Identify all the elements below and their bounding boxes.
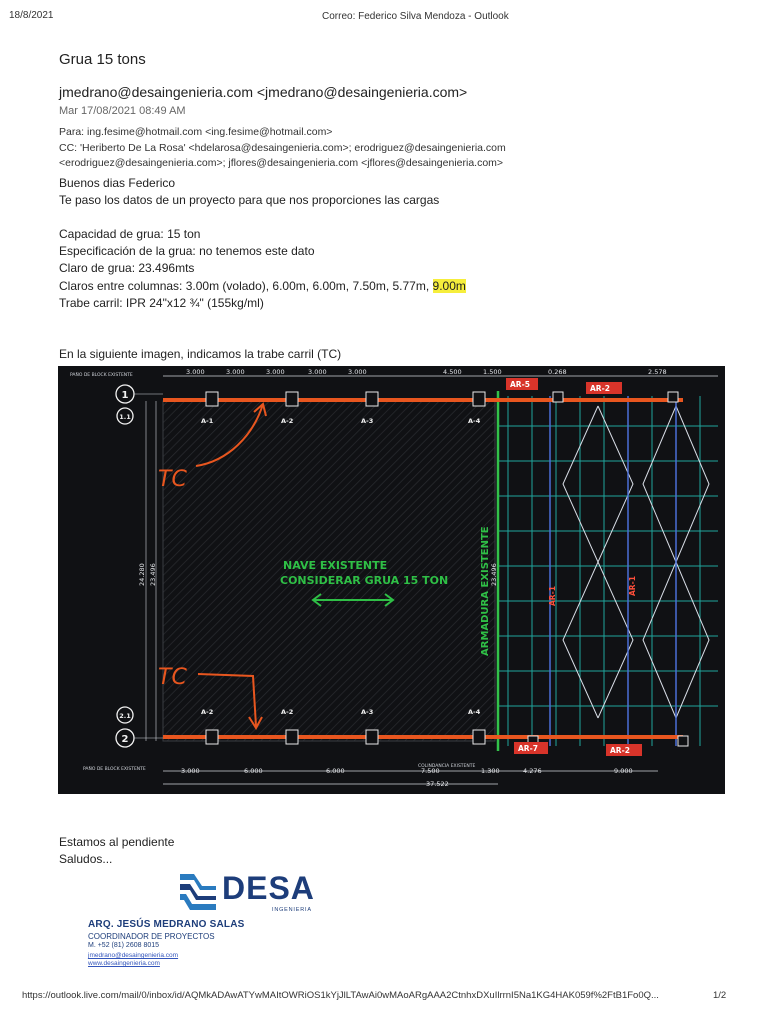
bottom-dim: 3.000 <box>181 767 200 775</box>
image-caption: En la siguiente imagen, indicamos la trabe carril (TC) <box>59 347 342 361</box>
bottom-dim: 6.000 <box>244 767 263 775</box>
desa-logo-icon <box>178 872 218 912</box>
signature-name: ARQ. JESÚS MEDRANO SALAS <box>88 919 245 930</box>
block-label-top: PAÑO DE BLOCK EXISTENTE <box>70 373 133 378</box>
print-title: Correo: Federico Silva Mendoza - Outlook <box>322 11 509 22</box>
columns-line <box>59 278 466 295</box>
col-label: A-3 <box>361 708 374 716</box>
crane-rail-top <box>163 398 683 402</box>
ar-label: AR-1 <box>548 586 557 606</box>
regards-line: Saludos... <box>59 852 113 866</box>
greeting: Buenos dias Federico <box>59 176 176 190</box>
brand-sub: INGENIERIA <box>272 907 312 913</box>
signature-web[interactable]: www.desaingenieria.com <box>88 960 160 967</box>
col-label: A-4 <box>468 708 481 716</box>
cc-row <box>59 141 506 155</box>
bottom-dim: 7.500 <box>421 767 440 775</box>
col-label: A-2 <box>281 417 294 425</box>
left-dim-total: 24.280 <box>138 563 146 586</box>
nave-label: NAVE EXISTENTE <box>283 559 388 572</box>
ar-label: AR-1 <box>628 576 637 596</box>
top-dim: 3.000 <box>266 368 285 376</box>
colindancia-label: COLINDANCIA EXISTENTE <box>418 764 476 769</box>
bottom-dimensions <box>181 767 633 788</box>
brand-name: DESA <box>222 870 315 906</box>
print-page-number: 1/2 <box>713 990 727 1001</box>
block-label-bottom: PAÑO DE BLOCK EXISTENTE <box>83 767 146 772</box>
top-dim: 3.000 <box>226 368 245 376</box>
bottom-total: 37.522 <box>426 780 449 788</box>
top-dim: 4.500 <box>443 368 462 376</box>
tc-label-bottom: TC <box>158 665 187 690</box>
ar-label: AR-2 <box>590 384 610 393</box>
bottom-dim: 9.000 <box>614 767 633 775</box>
spec-line: Especificación de la grua: no tenemos este dato <box>59 244 315 258</box>
signature-email[interactable]: jmedrano@desaingenieria.com <box>88 952 179 959</box>
grid-bubble-1-1: 1.1 <box>119 413 131 421</box>
grid-bubble-2: 2 <box>121 734 129 745</box>
print-url: https://outlook.live.com/mail/0/inbox/id/AQMkADAwATYwMAItOWRiOS1kYjJlLTAwAi0wMAoARgAAA2CtnhxDXuIlrrnI5Na1KG4HAK059f%2FtB1Fo0Q... <box>22 990 659 1001</box>
rail-line: Trabe carril: IPR 24"x12 ¾" (155kg/ml) <box>59 296 264 310</box>
crane-plan-drawing <box>58 366 725 794</box>
plan-svg <box>58 366 725 794</box>
top-dim: 1.500 <box>483 368 502 376</box>
col-label: A-4 <box>468 417 481 425</box>
cc-recipients-line2[interactable]: <erodriguez@desaingenieria.com>; jflores@desaingenieria.com <jflores@desaingenieria.com> <box>59 157 504 169</box>
tc-label-top: TC <box>158 467 187 492</box>
col-label: A-2 <box>201 708 214 716</box>
email-date: Mar 17/08/2021 08:49 AM <box>59 105 186 117</box>
cc-label: CC: <box>59 142 78 154</box>
columns-text: Claros entre columnas: 3.00m (volado), 6.00m, 6.00m, 7.50m, 5.77m, <box>59 279 430 293</box>
col-label: A-3 <box>361 417 374 425</box>
right-dim-span: 23.496 <box>490 563 498 586</box>
top-dim: 2.578 <box>648 368 667 376</box>
top-dim: 0.268 <box>548 368 567 376</box>
bottom-dim: 6.000 <box>326 767 345 775</box>
top-dim: 3.000 <box>348 368 367 376</box>
col-label: A-1 <box>201 417 214 425</box>
left-dim-span: 23.496 <box>149 563 157 586</box>
to-label: Para: <box>59 126 85 138</box>
signature-phone: M. +52 (81) 2608 8015 <box>88 942 160 949</box>
top-dim: 3.000 <box>308 368 327 376</box>
capacity-line: Capacidad de grua: 15 ton <box>59 227 201 241</box>
crane-rail-bottom <box>163 735 683 739</box>
top-dim: 3.000 <box>186 368 205 376</box>
ar-label: AR-2 <box>610 746 630 755</box>
crane-label: CONSIDERAR GRUA 15 TON <box>280 574 449 587</box>
print-date: 18/8/2021 <box>9 10 54 21</box>
email-subject: Grua 15 tons <box>59 51 146 68</box>
bottom-dim: 1.300 <box>481 767 500 775</box>
grid-bubble-1: 1 <box>121 390 129 401</box>
grid-bubble-2-1: 2.1 <box>119 712 131 720</box>
cc-recipients-line1[interactable]: 'Heriberto De La Rosa' <hdelarosa@desaingenieria.com>; erodriguez@desaingenieria.com <box>80 142 506 154</box>
span-line: Claro de grua: 23.496mts <box>59 261 195 275</box>
pending-line: Estamos al pendiente <box>59 835 175 849</box>
existing-truss-grid <box>498 396 718 746</box>
col-label: A-2 <box>281 708 294 716</box>
blue-beams <box>550 396 676 746</box>
intro: Te paso los datos de un proyecto para que nos proporciones las cargas <box>59 193 440 207</box>
to-recipients[interactable]: ing.fesime@hotmail.com <ing.fesime@hotmail.com> <box>87 126 333 138</box>
email-from[interactable]: jmedrano@desaingenieria.com <jmedrano@desaingenieria.com> <box>59 84 468 100</box>
ar-labels <box>506 378 642 756</box>
armadura-label: ARMADURA EXISTENTE <box>480 526 491 656</box>
ar-label: AR-5 <box>510 380 530 389</box>
top-dimensions <box>186 368 667 376</box>
highlighted-span: 9.00m <box>432 279 466 293</box>
to-row <box>59 125 332 139</box>
signature-role: COORDINADOR DE PROYECTOS <box>88 932 215 941</box>
grid-bubbles <box>116 385 134 747</box>
bottom-dim: 4.276 <box>523 767 542 775</box>
ar-label: AR-7 <box>518 744 538 753</box>
